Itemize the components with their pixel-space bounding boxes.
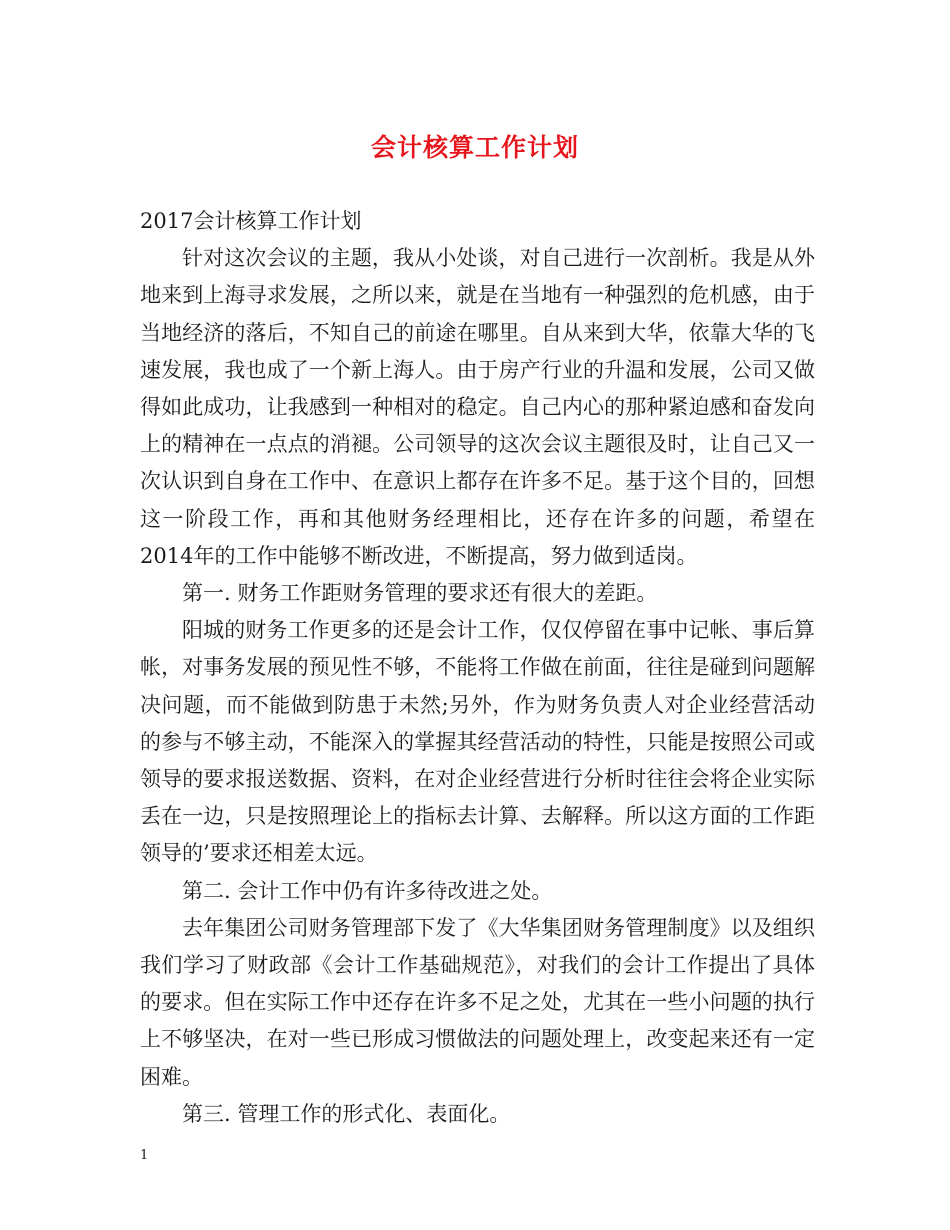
page-number: 1 — [140, 1148, 149, 1163]
section-heading-1: 第一. 财务工作距财务管理的要求还有很大的差距。 — [182, 581, 658, 606]
paragraph-section-2: 去年集团公司财务管理部下发了《大华集团财务管理制度》以及组织我们学习了财政部《会计工作基础规范》，对我们的会计工作提出了具体的要求。但在实际工作中还存在许多不足之处，尤其在一些小问题的执行上不够坚决，在对一些已形成习惯做法的问题处理上，改变起来还有一定困难。 — [140, 915, 815, 1089]
section-heading-2: 第二. 会计工作中仍有许多待改进之处。 — [182, 878, 553, 903]
section-heading-3: 第三. 管理工作的形式化、表面化。 — [182, 1101, 511, 1126]
paragraph-intro: 针对这次会议的主题，我从小处谈，对自己进行一次剖析。我是从外地来到上海寻求发展，之所以来，就是在当地有一种强烈的危机感，由于当地经济的落后，不知自己的前途在哪里。自从来到大华，依靠大华的飞速发展，我也成了一个新上海人。由于房产行业的升温和发展，公司又做得如此成功，让我感到一种相对的稳定。自己内心的那种紧迫感和奋发向上的精神在一点点的消褪。公司领导的这次会议主题很及时，让自己又一次认识到自身在工作中、在意识上都存在许多不足。基于这个目的，回想这一阶段工作，再和其他财务经理相比，还存在许多的问题，希望在2014年的工作中能够不断改进，不断提高，努力做到适岗。 — [140, 246, 815, 568]
document-title: 会计核算工作计划 — [370, 133, 579, 162]
paragraph-section-1: 阳城的财务工作更多的还是会计工作，仅仅停留在事中记帐、事后算帐，对事务发展的预见性不够，不能将工作做在前面，往往是碰到问题解决问题，而不能做到防患于未然;另外，作为财务负责人对企业经营活动的参与不够主动，不能深入的掌握其经营活动的特性，只能是按照公司或领导的要求报送数据、资料，在对企业经营进行分析时往往会将企业实际丢在一边，只是按照理论上的指标去计算、去解释。所以这方面的工作距领导的’要求还相差太远。 — [140, 618, 815, 866]
document-body — [140, 203, 815, 1133]
document-subtitle: 2017会计核算工作计划 — [140, 209, 362, 233]
